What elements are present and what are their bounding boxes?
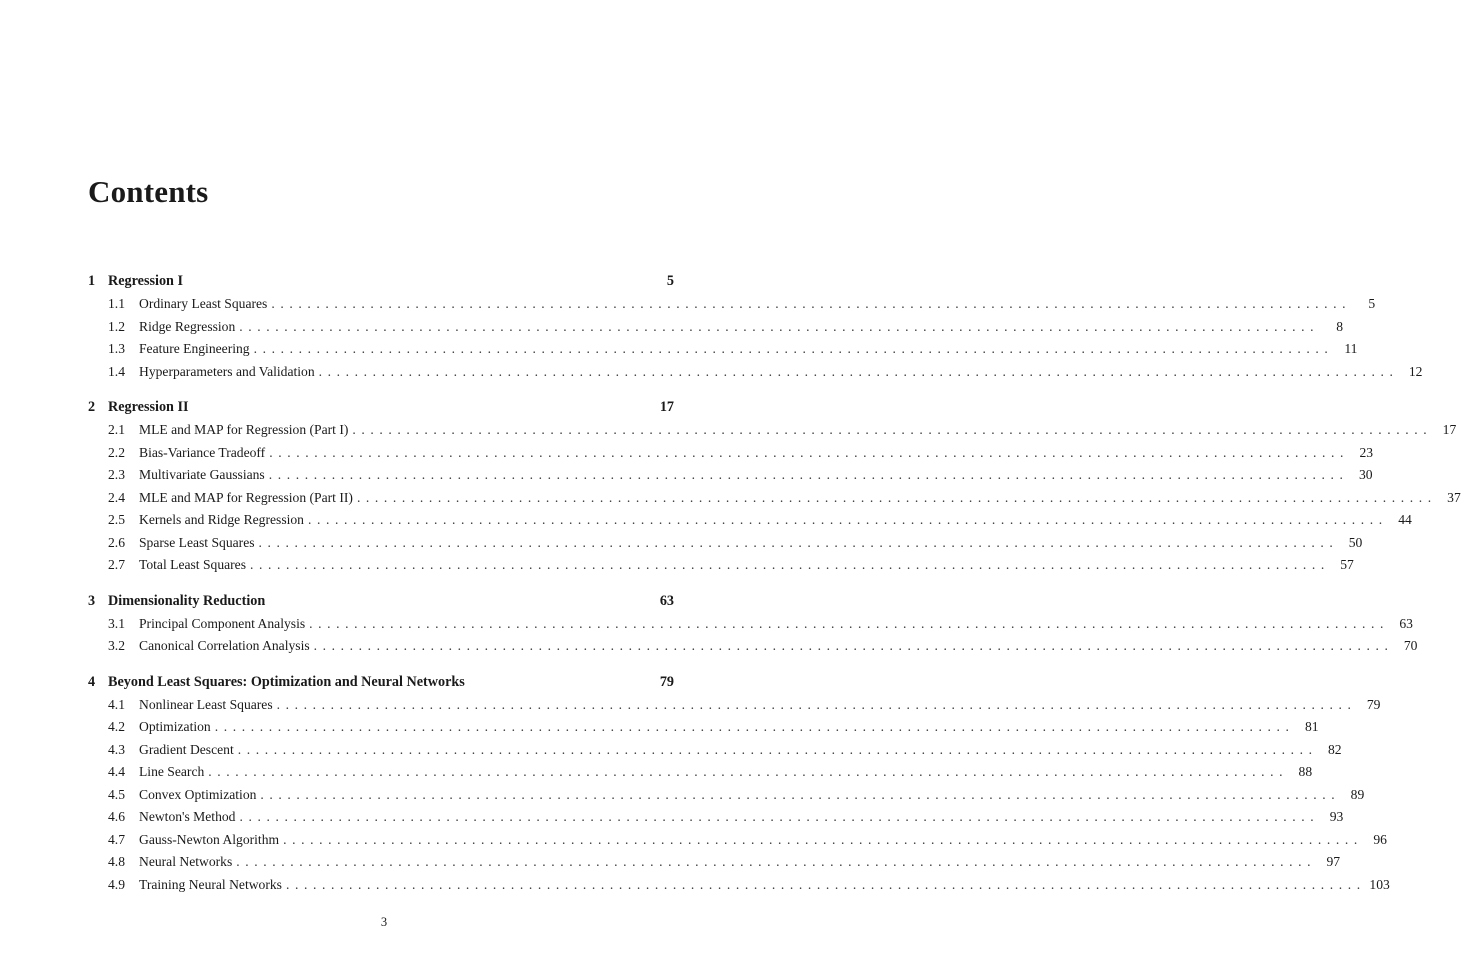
chapter-page-number: 17 <box>659 399 674 415</box>
toc-section-entry[interactable] <box>88 786 1365 810</box>
section-number: 4.3 <box>108 741 125 757</box>
section-page-number: 96 <box>1373 831 1387 847</box>
section-page-number: 79 <box>1366 696 1381 712</box>
page-number: 3 <box>380 915 388 929</box>
section-title: Feature Engineering <box>139 341 250 356</box>
section-page-number: 50 <box>1348 534 1363 550</box>
section-page-number: 57 <box>1340 557 1354 572</box>
section-title: Canonical Correlation Analysis <box>139 638 310 653</box>
section-number: 3.1 <box>108 615 125 631</box>
toc-section-entry[interactable] <box>88 422 1457 445</box>
section-page-number: 8 <box>1336 318 1344 334</box>
dot-leader: ........................................................................................................................ <box>276 696 1357 712</box>
dot-leader: ........................................................................................................................ <box>271 296 1352 311</box>
section-number: 4.4 <box>108 764 125 779</box>
section-page-number: 70 <box>1403 638 1418 653</box>
chapter-title: Regression II <box>108 399 189 415</box>
section-page-number: 89 <box>1350 786 1365 802</box>
section-title: Gauss-Newton Algorithm <box>139 831 280 847</box>
toc-section-entry[interactable] <box>88 764 1313 787</box>
section-page-number: 44 <box>1398 512 1412 527</box>
section-title: Nonlinear Least Squares <box>139 696 273 712</box>
chapter-number: 3 <box>88 592 96 609</box>
chapter-page-number: 63 <box>659 592 674 609</box>
chapter-page-number: 5 <box>666 273 674 289</box>
section-page-number: 30 <box>1358 467 1373 482</box>
toc-section-entry[interactable] <box>88 296 1376 319</box>
dot-leader: ........................................................................................................................ <box>309 615 1389 631</box>
dot-leader: ........................................................................................................................ <box>285 876 1366 892</box>
toc-section-entry[interactable] <box>88 638 1418 661</box>
toc-section-entry[interactable] <box>88 512 1412 535</box>
section-number: 2.5 <box>108 512 125 527</box>
section-page-number: 103 <box>1369 876 1390 892</box>
dot-leader: ........................................................................................................................ <box>239 809 1320 824</box>
dot-leader: ........................................................................................................................ <box>239 318 1320 334</box>
section-number: 1.3 <box>108 341 125 356</box>
toc-section-entry[interactable] <box>88 467 1373 490</box>
dot-leader: ........................................................................................................................ <box>260 786 1341 802</box>
section-number: 3.2 <box>108 638 125 653</box>
chapter-number: 4 <box>88 673 96 690</box>
section-number: 4.1 <box>108 696 125 712</box>
section-number: 2.6 <box>108 534 125 550</box>
toc-chapter-2 <box>88 399 1461 580</box>
dot-leader: ........................................................................................................................ <box>356 489 1437 505</box>
dot-leader: ........................................................................................................................ <box>253 341 1334 356</box>
section-title: Principal Component Analysis <box>139 615 306 631</box>
section-title: Kernels and Ridge Regression <box>139 512 304 527</box>
page-title: Contents <box>88 174 209 209</box>
section-title: Hyperparameters and Validation <box>139 363 315 379</box>
toc-section-entry[interactable] <box>88 809 1344 832</box>
dot-leader: ........................................................................................................................ <box>269 444 1350 460</box>
section-title: Neural Networks <box>139 854 233 869</box>
section-title: Ordinary Least Squares <box>139 296 268 311</box>
section-title: Sparse Least Squares <box>139 534 255 550</box>
toc-section-entry[interactable] <box>88 363 1423 387</box>
section-page-number: 82 <box>1327 741 1342 757</box>
toc-chapter-4 <box>88 673 1390 900</box>
dot-leader: ........................................................................................................................ <box>250 557 1330 572</box>
toc-section-entry[interactable] <box>88 696 1381 720</box>
section-page-number: 97 <box>1326 854 1341 869</box>
toc-chapter-entry[interactable] <box>88 273 674 296</box>
chapter-title: Dimensionality Reduction <box>108 592 266 609</box>
section-page-number: 17 <box>1442 422 1457 437</box>
dot-leader: ........................................................................................................................ <box>236 854 1317 869</box>
chapter-title: Beyond Least Squares: Optimization and Neural Networks <box>108 673 465 690</box>
dot-leader: ........................................................................................................................ <box>208 764 1289 779</box>
section-page-number: 11 <box>1344 341 1358 356</box>
section-number: 4.2 <box>108 719 125 734</box>
chapter-number: 2 <box>88 399 96 415</box>
section-page-number: 5 <box>1368 296 1376 311</box>
toc-section-entry[interactable] <box>88 831 1387 855</box>
section-number: 4.7 <box>108 831 125 847</box>
toc-section-entry[interactable] <box>88 741 1342 765</box>
section-title: Training Neural Networks <box>139 876 282 892</box>
section-title: Multivariate Gaussians <box>139 467 265 482</box>
toc-chapter-entry[interactable] <box>88 593 674 616</box>
dot-leader: ........................................................................................................................ <box>237 741 1318 757</box>
section-page-number: 12 <box>1408 363 1423 379</box>
section-page-number: 63 <box>1399 615 1413 631</box>
section-page-number: 37 <box>1447 489 1461 505</box>
section-title: Gradient Descent <box>139 741 234 757</box>
toc-chapter-1 <box>88 273 1423 386</box>
chapter-title: Regression I <box>108 273 184 289</box>
section-page-number: 93 <box>1329 809 1344 824</box>
toc-chapter-entry[interactable] <box>88 399 674 422</box>
toc-section-entry[interactable] <box>88 854 1341 877</box>
section-number: 4.9 <box>108 876 125 892</box>
section-title: Newton's Method <box>139 809 236 824</box>
table-of-contents <box>88 273 1461 912</box>
toc-section-entry[interactable] <box>88 489 1461 513</box>
dot-leader: ........................................................................................................................ <box>318 363 1399 379</box>
toc-chapter-3 <box>88 592 1418 661</box>
toc-section-entry[interactable] <box>88 534 1363 558</box>
toc-section-entry[interactable] <box>88 341 1358 364</box>
section-page-number: 88 <box>1298 764 1313 779</box>
section-number: 2.2 <box>108 444 125 460</box>
dot-leader: ........................................................................................................................ <box>258 534 1339 550</box>
chapter-page-number: 79 <box>659 673 674 690</box>
dot-leader: ........................................................................................................................ <box>307 512 1388 527</box>
section-title: MLE and MAP for Regression (Part II) <box>139 489 353 505</box>
dot-leader: ........................................................................................................................ <box>214 719 1295 734</box>
dot-leader: ........................................................................................................................ <box>268 467 1349 482</box>
section-title: Ridge Regression <box>139 318 236 334</box>
section-title: Bias-Variance Tradeoff <box>139 444 266 460</box>
section-number: 2.7 <box>108 557 125 572</box>
toc-chapter-entry[interactable] <box>88 674 674 697</box>
section-number: 4.8 <box>108 854 125 869</box>
toc-section-entry[interactable] <box>88 557 1354 580</box>
toc-section-entry[interactable] <box>88 444 1374 468</box>
section-number: 1.2 <box>108 318 125 334</box>
section-number: 4.6 <box>108 809 125 824</box>
section-page-number: 81 <box>1304 719 1319 734</box>
toc-section-entry[interactable] <box>88 719 1319 742</box>
section-page-number: 23 <box>1359 444 1374 460</box>
section-number: 2.3 <box>108 467 125 482</box>
section-number: 1.1 <box>108 296 125 311</box>
dot-leader: ........................................................................................................................ <box>313 638 1394 653</box>
dot-leader: ........................................................................................................................ <box>352 422 1433 437</box>
chapter-number: 1 <box>88 273 96 289</box>
section-number: 4.5 <box>108 786 125 802</box>
section-title: Optimization <box>139 719 211 734</box>
section-title: Line Search <box>139 764 205 779</box>
toc-section-entry[interactable] <box>88 876 1390 900</box>
section-title: MLE and MAP for Regression (Part I) <box>139 422 349 437</box>
toc-section-entry[interactable] <box>88 615 1413 639</box>
dot-leader: ........................................................................................................................ <box>283 831 1363 847</box>
section-number: 2.4 <box>108 489 125 505</box>
toc-section-entry[interactable] <box>88 318 1344 342</box>
section-title: Total Least Squares <box>139 557 247 572</box>
section-number: 2.1 <box>108 422 125 437</box>
section-title: Convex Optimization <box>139 786 257 802</box>
section-number: 1.4 <box>108 363 125 379</box>
